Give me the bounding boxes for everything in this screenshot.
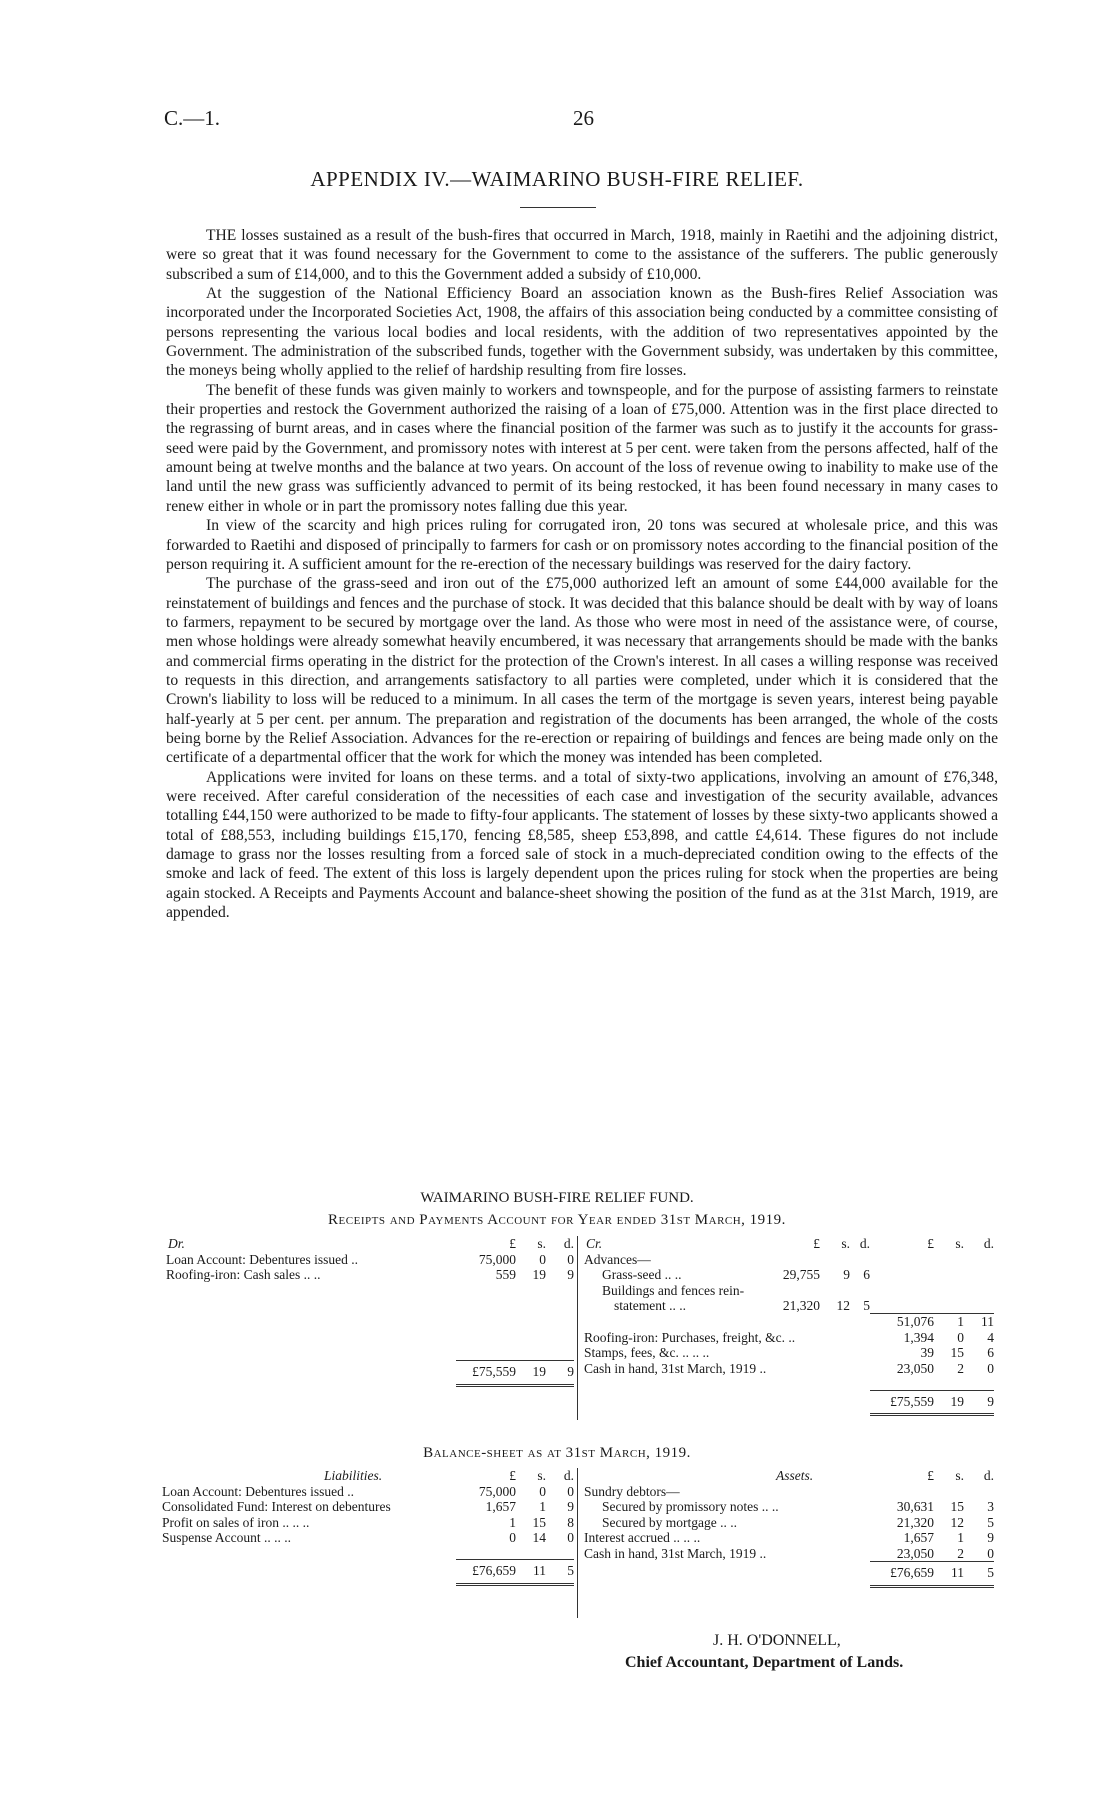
table-row: Loan Account: Debentures issued .. 75,000 0 0 bbox=[162, 1483, 574, 1499]
page-number: 26 bbox=[573, 106, 594, 130]
document-reference: C.—1. bbox=[164, 106, 221, 130]
table-row: £75,559 19 9 bbox=[166, 1364, 574, 1380]
advances-total: 51,076 bbox=[870, 1314, 934, 1330]
advances-label: Advances— bbox=[584, 1251, 651, 1267]
receipts-credit-table: Cr. £ s. d. £ s. d. Advances— Grass-seed .. .. 29,755 9 6 Buildings and fences rein- statement .. .. 21,320 12 5 51,076 1 11 Roofing-iron: Purchases, freight, &c. .. 1,394 0 4 Stamps, fees, &c. .. .. .. 39 15 6 Cash in hand, 31st March, 1919 .. 23,050 2 0 £75,559 19 9 bbox=[584, 1236, 994, 1416]
pounds-header: £ bbox=[509, 1236, 516, 1251]
liabilities-table: Liabilities. £ s. d. Loan Account: Debentures issued .. 75,000 0 0 Consolidated Fund: Interest on debentures 1,657 1 9 Profit on sales of iron .. .. .. 1 15 8 Suspense Account .. .. .. 0 14 0 £76,659 11 5 bbox=[162, 1468, 574, 1586]
paragraph: The purchase of the grass-seed and iron out of the £75,000 authorized left an amount of some £44,000 available for the reinstatement of buildings and fences and the purchase of stock. It was decided that this balance should be dealt with by way of loans to farmers, repayment to be secured by mortgage over the land. As those who were most in need of the assistance were, of course, men whose holdings were already somewhat heavily encumbered, it was necessary that arrangements should be made with the banks and commercial firms operating in the district for the protection of the Crown's interest. In all cases a willing response was received to requests in this direction, and arrangements satisfactory to all parties were completed, under which it is considered that the Crown's liability to loss will be reduced to a minimum. In all cases the term of the mortgage is seven years, interest being payable half-yearly at 5 per cent. per annum. The preparation and registration of the documents has been arranged, the whole of the costs being borne by the Relief Association. Advances for the re-erection or repairing of buildings and fences are being made only on the certificate of a departmental officer that the work for which the money was intended has been completed. bbox=[166, 575, 998, 767]
cr-label: Cr. bbox=[586, 1236, 603, 1251]
paragraph: The benefit of these funds was given mainly to workers and townspeople, and for the purpose of assisting farmers to reinstate their properties and restock the Government authorized the raising of a loan of £75,000. Attention was in the first place directed to the regrassing of burnt areas, and in cases where the financial position of the farmer was such as to justify it the accounts for grass-seed were paid by the Government, and promissory notes with interest at 5 per cent. were taken from the persons affected, half of the amount being at twelve months and the balance at two years. On account of the loss of revenue owing to inability to make use of the land until the new grass was sufficiently advanced to permit of its being restocked, it has been found necessary in many cases to renew either in whole or in part the promissory notes falling due this year. bbox=[166, 381, 998, 515]
table-row: £76,659 11 5 bbox=[584, 1565, 994, 1581]
balance-sheet-divider bbox=[577, 1468, 578, 1618]
table-row: Secured by mortgage .. .. 21,320 12 5 bbox=[602, 1514, 994, 1530]
table-row: Profit on sales of iron .. .. .. 1 15 8 bbox=[162, 1514, 574, 1530]
table-row: £76,659 11 5 bbox=[162, 1563, 574, 1579]
table-row: Suspense Account .. .. .. 0 14 0 bbox=[162, 1530, 574, 1545]
balance-sheet-title: Balance-sheet as at 31st March, 1919. bbox=[423, 1445, 691, 1461]
dr-label: Dr. bbox=[168, 1236, 185, 1251]
appendix-title: APPENDIX IV.—WAIMARINO BUSH-FIRE RELIEF. bbox=[310, 167, 804, 191]
receipts-divider bbox=[577, 1236, 578, 1420]
assets-label: Assets. bbox=[776, 1468, 814, 1483]
pence-header: d. bbox=[563, 1236, 574, 1251]
liabilities-label: Liabilities. bbox=[324, 1468, 383, 1483]
table-row: Roofing-iron: Cash sales .. .. 559 19 9 bbox=[166, 1267, 574, 1282]
liabilities-total: £76,659 bbox=[472, 1563, 516, 1578]
receipts-credit-total: £75,559 bbox=[890, 1393, 934, 1409]
shillings-header: s. bbox=[537, 1236, 546, 1251]
fund-title: WAIMARINO BUSH-FIRE RELIEF FUND. bbox=[420, 1190, 694, 1206]
sundry-debtors-label: Sundry debtors— bbox=[584, 1483, 680, 1499]
table-row: Grass-seed .. .. 29,755 9 6 bbox=[602, 1267, 870, 1282]
table-row: Loan Account: Debentures issued .. 75,000 0 0 bbox=[166, 1251, 574, 1267]
receipts-account-title: Receipts and Payments Account for Year ended 31st March, 1919. bbox=[328, 1212, 786, 1228]
table-row: Consolidated Fund: Interest on debentures 1,657 1 9 bbox=[162, 1499, 574, 1514]
receipts-debit-total: £75,559 bbox=[472, 1364, 516, 1379]
table-row: Secured by promissory notes .. .. 30,631 15 3 bbox=[602, 1499, 994, 1514]
table-row: Cash in hand, 31st March, 1919 .. 23,050 2 0 bbox=[584, 1360, 994, 1376]
paragraph: Applications were invited for loans on these terms. and a total of sixty-two applications, involving an amount of £76,348, were received. After careful consideration of the necessities of each case and investigation of the security available, advances totalling £44,150 were authorized to be made to fifty-four applicants. The statement of losses by these sixty-two applicants showed a total of £88,553, including buildings £15,170, fencing £8,585, sheep £53,898, and cattle £4,614. These figures do not include damage to grass nor the losses resulting from a forced sale of stock in a much-depreciated condition owing to the effects of the smoke and lack of feed. The extent of this loss is largely dependent upon the prices ruling for stock when the properties are being again stocked. A Receipts and Payments Account and balance-sheet showing the position of the fund as at the 31st March, 1919, are appended. bbox=[166, 768, 998, 922]
assets-total: £76,659 bbox=[890, 1565, 934, 1580]
assets-table: Assets. £ s. d. Sundry debtors— Secured by promissory notes .. .. 30,631 15 3 Secured by mortgage .. .. 21,320 12 5 Interest accrued .. .. .. 1,657 1 9 Cash in hand, 31st March, 1919 .. 23,050 2 0 £76,659 11 5 bbox=[584, 1468, 994, 1588]
signatory-name: J. H. O'DONNELL, bbox=[713, 1632, 841, 1649]
table-row: Cash in hand, 31st March, 1919 .. 23,050 2 0 bbox=[584, 1545, 994, 1561]
signatory-title: Chief Accountant, Department of Lands. bbox=[625, 1654, 904, 1671]
table-row: Stamps, fees, &c. .. .. .. 39 15 6 bbox=[584, 1345, 994, 1360]
table-row: £75,559 19 9 bbox=[584, 1394, 994, 1410]
table-row: Roofing-iron: Purchases, freight, &c. .. 1,394 0 4 bbox=[584, 1329, 994, 1345]
table-row: Interest accrued .. .. .. 1,657 1 9 bbox=[584, 1530, 994, 1545]
table-row: statement .. .. 21,320 12 5 bbox=[614, 1298, 870, 1313]
receipts-debit-table bbox=[166, 1236, 574, 1387]
table-row: 51,076 1 11 bbox=[584, 1314, 994, 1330]
paragraph: In view of the scarcity and high prices ruling for corrugated iron, 20 tons was secured at wholesale price, and this was forwarded to Raetihi and disposed of principally to farmers for cash or on promissory notes according to the financial position of the person requiring it. A sufficient amount for the re-erection of the necessary buildings was reserved for the dairy factory. bbox=[166, 517, 998, 573]
paragraph: THE losses sustained as a result of the bush-fires that occurred in March, 1918, mainly in Raetihi and the adjoining district, were so great that it was found necessary for the Government to come to the assistance of the sufferers. The public generously subscribed a sum of £14,000, and to this the Government added a subsidy of £10,000. bbox=[166, 227, 998, 283]
body-text bbox=[166, 226, 998, 922]
title-rule bbox=[520, 207, 596, 208]
paragraph: At the suggestion of the National Efficiency Board an association known as the Bush-fires Relief Association was incorporated under the Incorporated Societies Act, 1908, the affairs of this association being conducted by a committee consisting of persons representing the various local bodies and local residents, with the addition of two representatives appointed by the Government. The administration of the subscribed funds, together with the Government subsidy, was undertaken by this committee, the moneys being wholly applied to the relief of hardship resulting from fire losses. bbox=[166, 285, 998, 380]
